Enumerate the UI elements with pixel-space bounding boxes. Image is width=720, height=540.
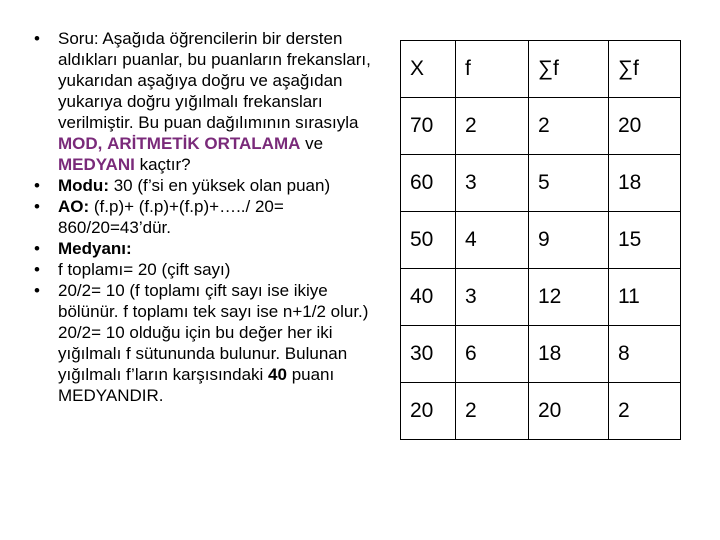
mean-text: (f.p)+ (f.p)+(f.p)+…../ 20= 860/20=43’dür. [58,197,284,237]
mean-label: AO: [58,197,90,216]
bullet-dot: • [34,239,40,258]
bullet-mode [30,175,390,196]
header-cell: X [401,41,456,98]
table-row [401,155,681,212]
table-cell: 18 [609,155,681,212]
median-explain-text: 20/2= 10 (f toplamı çift sayı ise ikiye bölünür. f toplamı tek sayı ise n+1/2 olur.) 20/2= 10 olduğu için bu değer her iki yığılmalı f sütununda bulunur. Bulunan yığılmalı f’ların karşısındaki [58,281,369,384]
highlight-aritmetik: ARİTMETİK ORTALAMA [107,134,301,153]
table-cell: 2 [456,98,529,155]
median-value: 40 [268,365,287,384]
table-row [401,269,681,326]
table-row [401,212,681,269]
table-cell: 2 [529,98,609,155]
table-cell: 40 [401,269,456,326]
table-cell: 3 [456,155,529,212]
table-cell: 3 [456,269,529,326]
table-cell: 70 [401,98,456,155]
connector-ve: ve [300,134,324,153]
bullet-median-explain [30,280,390,406]
question-text: Soru: Aşağıda öğrencilerin bir dersten aldıkları puanlar, bu puanların frekansları, yukarıdan aşağıya doğru ve aşağıdan yukarıya doğru yığılmalı frekansları verilmiştir. Bu puan dağılımının sırasıyla [58,29,371,132]
table-cell: 8 [609,326,681,383]
table-cell: 30 [401,326,456,383]
bullet-dot: • [34,281,40,300]
bullet-ftotal [30,259,390,280]
highlight-medyani: MEDYANI [58,155,135,174]
table-row [401,98,681,155]
table-cell: 60 [401,155,456,212]
mode-text: 30 (f’si en yüksek olan puan) [108,176,331,195]
table-cell: 18 [529,326,609,383]
table-cell: 20 [609,98,681,155]
table-cell: 4 [456,212,529,269]
bullet-question [30,28,390,175]
bullet-median [30,238,390,259]
highlight-mod: MOD, [58,134,103,153]
table-cell: 12 [529,269,609,326]
table-row [401,326,681,383]
table-cell: 50 [401,212,456,269]
table-cell: 20 [401,383,456,440]
ftotal-text: f toplamı= 20 (çift sayı) [58,260,231,279]
table-cell: 15 [609,212,681,269]
table-cell: 2 [609,383,681,440]
table-cell: 11 [609,269,681,326]
header-cell: f [456,41,529,98]
table-header-row [401,41,681,98]
table-cell: 6 [456,326,529,383]
table-cell: 20 [529,383,609,440]
bullet-dot: • [34,260,40,279]
table-cell: 2 [456,383,529,440]
table-row [401,383,681,440]
question-tail: kaçtır? [134,155,191,174]
bullet-list [30,28,390,406]
header-cell: ∑f [609,41,681,98]
mode-label: Modu: [58,176,109,195]
bullet-dot: • [34,176,40,195]
bullet-dot: • [34,197,40,216]
table-cell: 9 [529,212,609,269]
header-cell: ∑f [529,41,609,98]
bullet-mean [30,196,390,238]
median-explain-tail: puanı MEDYANDIR. [58,365,335,405]
median-label: Medyanı: [58,239,132,258]
frequency-table [400,40,681,440]
bullet-dot: • [34,29,40,48]
table-cell: 5 [529,155,609,212]
